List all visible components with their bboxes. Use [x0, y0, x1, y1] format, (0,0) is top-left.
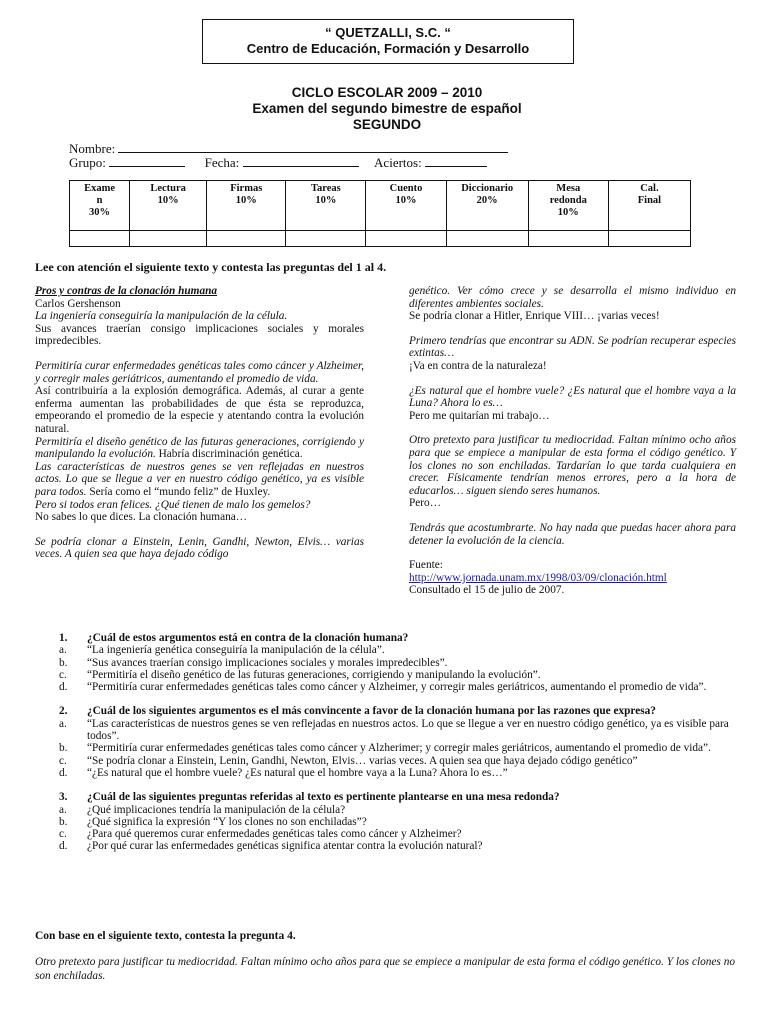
answer-option[interactable]	[59, 742, 740, 754]
company-name: “ QUETZALLI, S.C. “	[325, 25, 451, 40]
header-cell-line: 10%	[315, 195, 337, 206]
grades-header-cell	[446, 181, 528, 231]
answer-option[interactable]	[59, 681, 740, 693]
score-cell[interactable]	[446, 231, 528, 247]
option-letter: b.	[59, 815, 68, 828]
score-cell[interactable]	[366, 231, 446, 247]
question-text: ¿Cuál de estos argumentos está en contra de la clonación humana?	[87, 632, 409, 644]
article-text: La ingeniería conseguiría la manipulación de la célula.	[35, 310, 288, 323]
article-text: Otro pretexto para justificar tu mediocridad. Faltan mínimo ocho años para que se empiece a manipular de esta forma el código genético. Y los clones no son enchiladas. Tardarían lo que tarda cualquiera en crecer. Físicamente tendrían menos errores, pero a la hora de educarlos… siguen siendo seres humanos.	[409, 434, 736, 497]
article-right-column	[409, 285, 736, 597]
score-cell[interactable]	[608, 231, 690, 247]
question-number: 1.	[59, 632, 68, 644]
grade-level: SEGUNDO	[352, 117, 422, 132]
group-row	[69, 155, 487, 170]
grades-score-row	[70, 231, 691, 247]
option-text: ¿Para qué queremos curar enfermedades genéticas tales como cáncer y Alzheimer?	[87, 828, 462, 841]
header-cell-line: 30%	[89, 207, 111, 218]
article-text: Permitiría el diseño genético de las futuras generaciones, corrigiendo y manipulando la evolución.	[35, 435, 364, 461]
article-text: Sería como el “mundo feliz” de Huxley.	[89, 485, 271, 498]
option-text: “Se podría clonar a Einstein, Lenin, Gandhi, Newton, Elvis… varias veces. A quien sea que haya dejado código genético”	[87, 754, 638, 767]
option-letter: c.	[59, 668, 67, 681]
question4-instruction: Con base en el siguiente texto, contesta la pregunta 4.	[35, 930, 296, 942]
article-text: Se podría clonar a Einstein, Lenin, Gandhi, Newton, Elvis… varias veces. A quien sea que haya dejado código	[35, 535, 364, 561]
group-field[interactable]	[109, 155, 185, 167]
grades-header-cell	[528, 181, 608, 231]
reading-instruction: Lee con atención el siguiente texto y contesta las preguntas del 1 al 4.	[35, 260, 387, 274]
name-field[interactable]	[118, 141, 508, 153]
option-letter: c.	[59, 754, 67, 767]
header-cell-line: Firmas	[230, 183, 263, 194]
option-letter: d.	[59, 681, 68, 694]
option-letter: a.	[59, 803, 67, 816]
header-cell-line: Cal.	[640, 183, 659, 194]
option-text: “Sus avances traerían consigo implicaciones sociales y morales impredecibles”.	[87, 656, 448, 669]
name-row	[69, 141, 508, 156]
question-number: 3.	[59, 791, 68, 804]
option-letter: b.	[59, 742, 68, 755]
article-text: Pero si todos eran felices. ¿Qué tienen de malo los gemelos?	[35, 498, 311, 511]
article-text: Se podría clonar a Hitler, Enrique VIII… ¡varias veces!	[409, 310, 660, 323]
question	[59, 705, 740, 779]
grades-table	[69, 180, 691, 247]
question-text: ¿Cuál de las siguientes preguntas referidas al texto es pertinente plantearse en una mesa redonda?	[87, 791, 560, 804]
score-cell[interactable]	[286, 231, 366, 247]
grades-header-cell	[608, 181, 690, 231]
article-text: ¡Va en contra de la naturaleza!	[409, 359, 547, 372]
header-cell-line: Lectura	[150, 183, 186, 194]
answer-option[interactable]	[59, 767, 740, 779]
header-cell-line: 10%	[157, 195, 179, 206]
question-text-row	[59, 705, 740, 717]
article-title: Pros y contras de la clonación humana	[35, 285, 218, 297]
article-text: Pero…	[409, 497, 442, 510]
name-label: Nombre:	[69, 141, 116, 156]
article-left-column	[35, 285, 364, 561]
group-label: Grupo:	[69, 155, 106, 170]
header-cell-line: Mesa	[556, 183, 581, 194]
header-cell-line: n	[96, 195, 103, 206]
option-letter: d.	[59, 840, 68, 853]
source-date: Consultado el 15 de julio de 2007.	[409, 584, 565, 597]
grades-header-cell	[286, 181, 366, 231]
score-cell[interactable]	[70, 231, 130, 247]
question-text-row	[59, 791, 740, 803]
article-text: genético. Ver cómo crece y se desarrolla el mismo individuo en diferentes ambientes sociales.	[409, 285, 736, 310]
score-label: Aciertos:	[374, 155, 422, 170]
grades-header-cell	[130, 181, 207, 231]
answer-option[interactable]	[59, 840, 740, 852]
answer-option[interactable]	[59, 644, 740, 656]
school-year: CICLO ESCOLAR 2009 – 2010	[291, 85, 483, 100]
question-number: 2.	[59, 705, 68, 718]
option-text: ¿Qué implicaciones tendría la manipulación de la célula?	[87, 803, 346, 816]
grades-header-cell	[70, 181, 130, 231]
article-text: No sabes lo que dices. La clonación humana…	[35, 511, 248, 524]
school-header	[202, 19, 574, 64]
article-text: Las características de nuestros genes se ven reflejadas en nuestros actos. Lo que se llegue a ver en nuestro código genético, ya es visible para todos.	[35, 460, 364, 498]
score-cell[interactable]	[528, 231, 608, 247]
header-cell-line: redonda	[549, 195, 587, 206]
question4-text: Otro pretexto para justificar tu mediocridad. Faltan mínimo ocho años para que se empiece a manipular de esta forma el código genético. Y los clones no son enchiladas.	[35, 956, 735, 982]
article-text: Habría discriminación genética.	[158, 448, 303, 461]
questions-list	[59, 632, 740, 865]
source-label: Fuente:	[409, 559, 443, 572]
option-letter: c.	[59, 828, 67, 841]
date-label: Fecha:	[204, 155, 240, 170]
option-letter: a.	[59, 717, 67, 730]
score-field[interactable]	[425, 155, 487, 167]
option-letter: d.	[59, 766, 68, 779]
article-text: Primero tendrías que encontrar su ADN. Se podrían recuperar especies extintas…	[409, 334, 736, 360]
score-cell[interactable]	[207, 231, 286, 247]
option-text: ¿Por qué curar las enfermedades genéticas significa atentar contra la evolución natural?	[87, 840, 483, 853]
option-text: “Permitiría curar enfermedades genéticas tales como cáncer y Alzheimer, y corregir males geriátricos, aumentando el promedio de vida”.	[87, 681, 707, 694]
option-text: “¿Es natural que el hombre vuele? ¿Es natural que el hombre vaya a la Luna? Ahora lo es…”	[87, 766, 508, 779]
center-name: Centro de Educación, Formación y Desarrollo	[246, 41, 530, 56]
header-cell-line: 10%	[557, 207, 579, 218]
header-cell-line: Exame	[84, 183, 115, 194]
answer-option[interactable]	[59, 718, 740, 743]
answer-option[interactable]	[59, 828, 740, 840]
header-cell-line: Final	[637, 195, 662, 206]
option-text: “Las características de nuestros genes se ven reflejadas en nuestros actos. Lo que se llegue a ver en nuestro código genético, ya es visible para todos”.	[87, 717, 729, 743]
grades-header-cell	[366, 181, 446, 231]
header-cell-line: 20%	[476, 195, 498, 206]
grades-header-row	[70, 181, 691, 231]
answer-option[interactable]	[59, 816, 740, 828]
option-text: “Permitiría el diseño genético de las futuras generaciones, corrigiendo y manipulando la evolución”.	[87, 668, 541, 681]
exam-title	[0, 85, 768, 133]
question	[59, 791, 740, 852]
score-cell[interactable]	[130, 231, 207, 247]
option-text: “La ingeniería genética conseguiría la manipulación de la célula”.	[87, 644, 385, 657]
grades-header-cell	[207, 181, 286, 231]
article-text: Sus avances traerían consigo implicaciones sociales y morales impredecibles.	[35, 322, 364, 348]
option-letter: a.	[59, 644, 67, 657]
header-cell-line: 10%	[395, 195, 417, 206]
article-text: Permitiría curar enfermedades genéticas tales como cáncer y Alzheimer, y corregir males geriátricos, aumentando el promedio de vida.	[35, 359, 364, 385]
header-cell-line: Tareas	[311, 183, 341, 194]
answer-option[interactable]	[59, 669, 740, 681]
option-text: “Permitiría curar enfermedades genéticas tales como cáncer y Alzherimer; y corregir males geriátricos, aumentando el promedio de vida”.	[87, 742, 711, 755]
header-cell-line: Cuento	[389, 183, 423, 194]
header-cell-line: Diccionario	[461, 183, 514, 194]
header-cell-line: 10%	[235, 195, 257, 206]
question-text: ¿Cuál de los siguientes argumentos es el más convincente a favor de la clonación humana por las razones que expresa?	[87, 705, 656, 718]
question-text-row	[59, 632, 740, 644]
article-author: Carlos Gershenson	[35, 297, 121, 310]
source-link[interactable]: http://www.jornada.unam.mx/1998/03/09/clonación.html	[409, 571, 667, 584]
option-letter: b.	[59, 656, 68, 669]
question	[59, 632, 740, 693]
answer-option[interactable]	[59, 657, 740, 669]
answer-option[interactable]	[59, 804, 740, 816]
date-field[interactable]	[243, 155, 359, 167]
article-text: ¿Es natural que el hombre vuele? ¿Es natural que el hombre vaya a la Luna? Ahora lo es…	[409, 384, 736, 410]
article-text: Así contribuiría a la explosión demográfica. Además, al curar a gente enferma aumentan las probabilidades de que ésta se reproduzca, empeorando el promedio de la especie y atentando contra la evolución natural.	[35, 385, 364, 435]
article-text: Pero me quitarían mi trabajo…	[409, 409, 550, 422]
option-text: ¿Qué significa la expresión “Y los clones no son enchiladas”?	[87, 815, 367, 828]
answer-option[interactable]	[59, 755, 740, 767]
exam-name: Examen del segundo bimestre de español	[252, 101, 522, 116]
article-text: Tendrás que acostumbrarte. No hay nada que puedas hacer ahora para detener la evolución de la ciencia.	[409, 521, 736, 547]
